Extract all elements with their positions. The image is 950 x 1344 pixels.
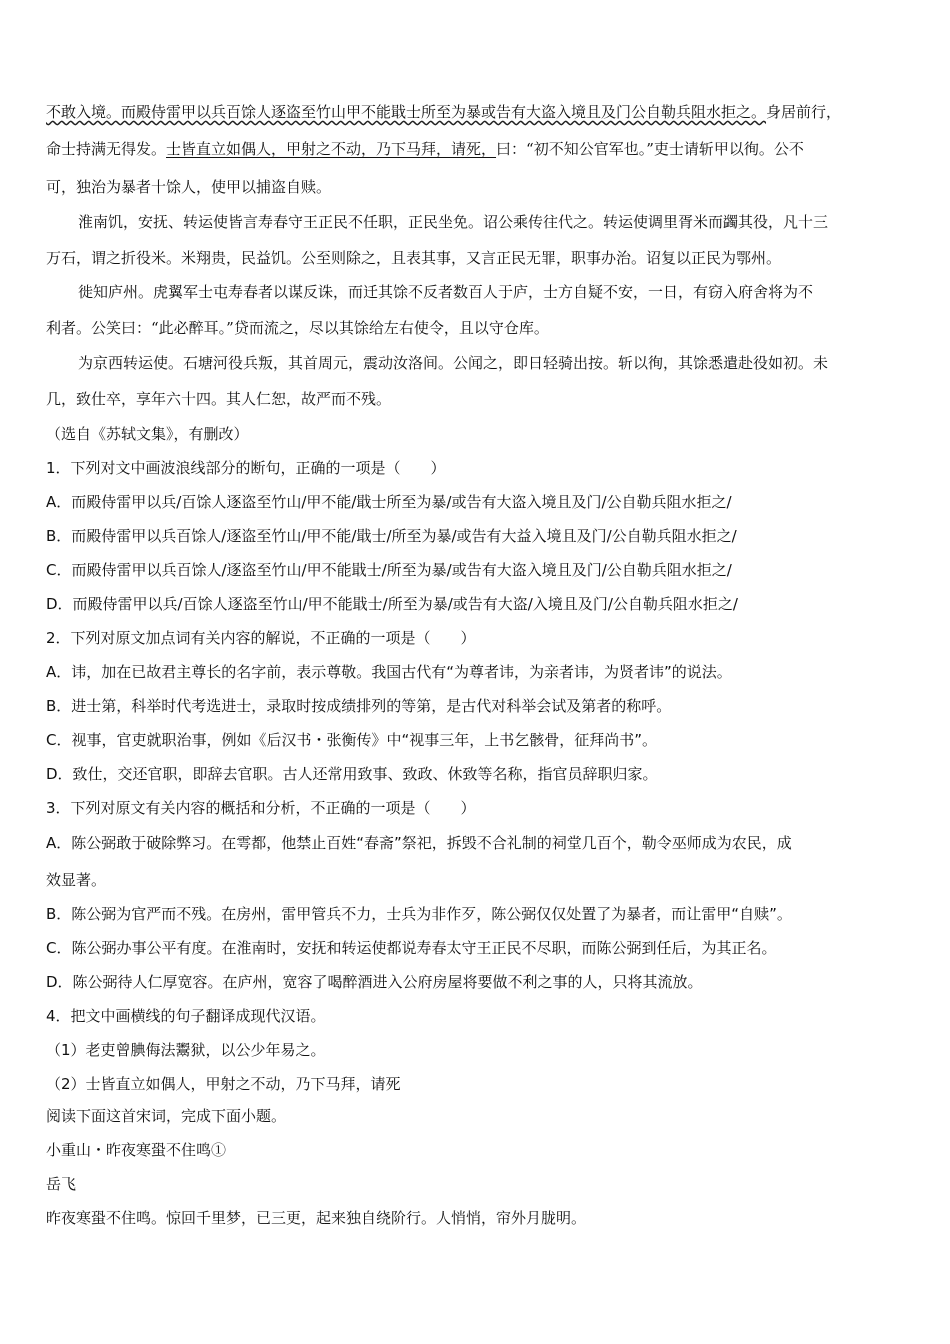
option-3b: B．陈公弼为官严而不残。在房州，雷甲管兵不力，士兵为非作歹，陈公弼仅仅处置了为暴者，而让雷甲“自赎”。 bbox=[46, 905, 792, 923]
wavy-underlined-sentence: 不敢入境。而殿侍雷甲以兵百馀人逐盗至竹山甲不能戢士所至为暴或告有大盗入境且及门公自勒兵阻水拒之。 bbox=[46, 103, 767, 121]
question-1: 1．下列对文中画波浪线部分的断句，正确的一项是（ ） bbox=[46, 459, 446, 477]
passage-line: 几，致仕卒，享年六十四。其人仁恕，故严而不残。 bbox=[46, 390, 392, 408]
passage-line: 命士持满无得发。士皆直立如偶人，甲射之不动，乃下马拜，请死，曰：“初不知公官军也。”吏士请斩甲以徇。公不 bbox=[46, 140, 804, 158]
poem-author: 岳飞 bbox=[46, 1175, 77, 1193]
option-1c: C．而殿侍雷甲以兵百馀人/逐盗至竹山/甲不能戢士/所至为暴/或告有大盗入境且及门/公自勒兵阻水拒之/ bbox=[46, 561, 732, 579]
option-3d: D．陈公弼待人仁厚宽容。在庐州，宽容了喝醉酒进入公府房屋将要做不利之事的人，只将其流放。 bbox=[46, 973, 703, 991]
poem-title: 小重山・昨夜寒蛩不住鸣① bbox=[46, 1141, 227, 1159]
poem-line: 昨夜寒蛩不住鸣。惊回千里梦，已三更，起来独自绕阶行。人悄悄，帘外月胧明。 bbox=[46, 1209, 587, 1227]
option-3a-continued: 效显著。 bbox=[46, 871, 107, 889]
option-2d: D．致仕，交还官职，即辞去官职。古人还常用致事、致政、休致等名称，指官员辞职归家。 bbox=[46, 765, 658, 783]
question-2: 2．下列对原文加点词有关内容的解说，不正确的一项是（ ） bbox=[46, 629, 476, 647]
passage-line: 可，独治为暴者十馀人，使甲以捕盗自赎。 bbox=[46, 178, 332, 196]
question-3: 3．下列对原文有关内容的概括和分析，不正确的一项是（ ） bbox=[46, 799, 476, 817]
passage-line: 不敢入境。而殿侍雷甲以兵百馀人逐盗至竹山甲不能戢士所至为暴或告有大盗入境且及门公自勒兵阻水拒之。身居前行， bbox=[46, 103, 842, 121]
passage-line: 淮南饥，安抚、转运使皆言寿春守王正民不任职，正民坐免。诏公乘传往代之。转运使调里胥米而蠲其役，凡十三 bbox=[78, 213, 829, 231]
option-1b: B．而殿侍雷甲以兵百馀人/逐盗至竹山/甲不能/戢士/所至为暴/或告有大益入境且及门/公自勒兵阻水拒之/ bbox=[46, 527, 737, 545]
source-note: （选自《苏轼文集》，有删改） bbox=[46, 425, 249, 443]
option-3a: A．陈公弼敢于破除弊习。在雩都，他禁止百姓“春斋”祭祀，拆毁不合礼制的祠堂几百个，勒令巫师成为农民，成 bbox=[46, 834, 792, 852]
option-2c: C．视事，官吏就职治事，例如《后汉书・张衡传》中“视事三年，上书乞骸骨，征拜尚书”。 bbox=[46, 731, 658, 749]
option-1a: A．而殿侍雷甲以兵/百馀人逐盗至竹山/甲不能/戢士所至为暴/或告有大盗入境且及门/公自勒兵阻水拒之/ bbox=[46, 493, 732, 511]
option-3c: C．陈公弼办事公平有度。在淮南时，安抚和转运使都说寿春太守王正民不尽职，而陈公弼到任后，为其正名。 bbox=[46, 939, 777, 957]
option-1d: D．而殿侍雷甲以兵/百馀人逐盗至竹山/甲不能戢士/所至为暴/或告有大盗/入境且及门/公自勒兵阻水拒之/ bbox=[46, 595, 738, 613]
passage-line: 徙知庐州。虎翼军士屯寿春者以谋反诛，而迁其馀不反者数百人于庐，士方自疑不安，一日，有窃入府舍将为不 bbox=[78, 283, 814, 301]
question-4-part-1: （1）老吏曾腆侮法鬻狱，以公少年易之。 bbox=[46, 1041, 326, 1059]
question-4: 4．把文中画横线的句子翻译成现代汉语。 bbox=[46, 1007, 326, 1025]
option-2b: B．进士第，科举时代考选进士，录取时按成绩排列的等第，是古代对科举会试及第者的称呼。 bbox=[46, 697, 672, 715]
option-2a: A．讳，加在已故君主尊长的名字前，表示尊敬。我国古代有“为尊者讳，为亲者讳，为贤者讳”的说法。 bbox=[46, 663, 732, 681]
underlined-sentence: 士皆直立如偶人，甲射之不动，乃下马拜，请死， bbox=[166, 140, 497, 158]
poem-intro: 阅读下面这首宋词，完成下面小题。 bbox=[46, 1107, 287, 1125]
passage-line: 利者。公笑曰：“此必醉耳。”贷而流之，尽以其馀给左右使令，且以守仓库。 bbox=[46, 319, 549, 337]
question-4-part-2: （2）士皆直立如偶人，甲射之不动，乃下马拜，请死 bbox=[46, 1075, 401, 1093]
passage-line: 万石，谓之折役米。米翔贵，民益饥。公至则除之，且表其事，又言正民无罪，职事办治。诏复以正民为鄂州。 bbox=[46, 249, 782, 267]
passage-line: 为京西转运使。石塘河役兵叛，其首周元，震动汝洛间。公闻之，即日轻骑出按。斩以徇，其馀悉遣赴役如初。未 bbox=[78, 354, 829, 372]
